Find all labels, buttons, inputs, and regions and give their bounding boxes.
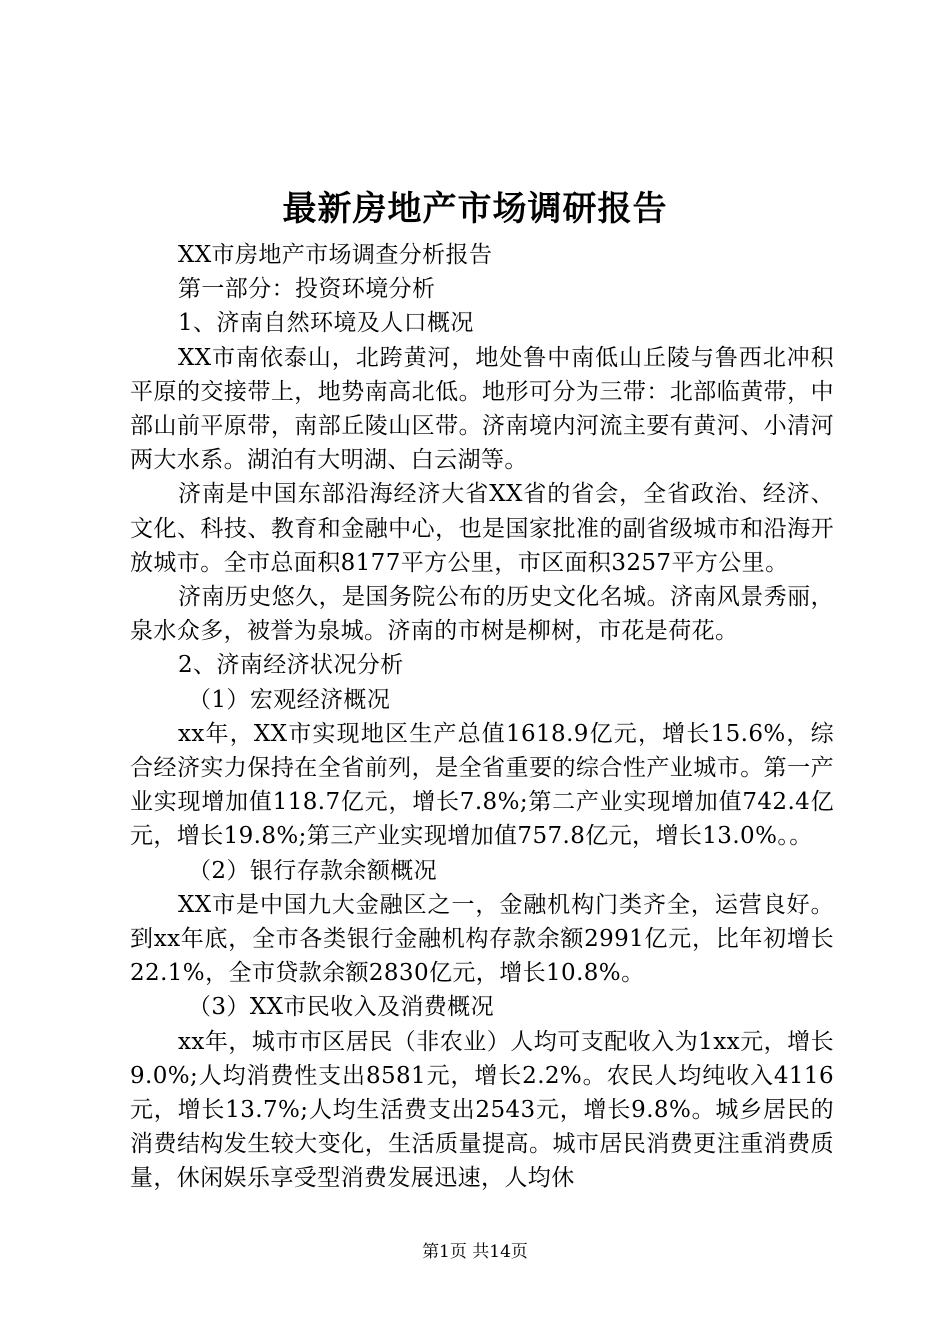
subheading-income-consumption: （3）XX市民收入及消费概况: [188, 994, 494, 1021]
document-title: 最新房地产市场调研报告: [282, 189, 668, 229]
document-body: [130, 238, 834, 1196]
paragraph-history: 济南历史悠久，是国务院公布的历史文化名城。济南风景秀丽，泉水众多，被誉为泉城。济南的市树是柳树，市花是荷花。: [130, 584, 834, 645]
section-heading-environment: 1、济南自然环境及人口概况: [178, 310, 474, 337]
paragraph-gdp: xx年，XX市实现地区生产总值1618.9亿元，增长15.6%，综合经济实力保持在全省前列，是全省重要的综合性产业城市。第一产业实现增加值118.7亿元，增长7.8%;第二产业实现增加值742.4亿元，增长19.8%;第三产业实现增加值757.8亿元，增长13.0%。。: [130, 720, 834, 850]
paragraph-city-status: 济南是中国东部沿海经济大省XX省的省会，全省政治、经济、文化、科技、教育和金融中心，也是国家批准的副省级城市和沿海开放城市。全市总面积8177平方公里，市区面积3257平方公里。: [130, 481, 834, 576]
subheading-bank-deposits: （2）银行存款余额概况: [188, 857, 438, 884]
paragraph-finance: XX市是中国九大金融区之一，金融机构门类齐全，运营良好。到xx年底，全市各类银行金融机构存款余额2991亿元，比年初增长22.1%，全市贷款余额2830亿元，增长10.8%。: [130, 891, 834, 987]
subheading-macro-economy: （1）宏观经济概况: [188, 686, 391, 713]
page-number: 第1页 共14页: [422, 1242, 528, 1262]
section-heading-part-one: 第一部分：投资环境分析: [178, 276, 436, 303]
paragraph-geography: XX市南依泰山，北跨黄河，地处鲁中南低山丘陵与鲁西北冲积平原的交接带上，地势南高北低。地形可分为三带：北部临黄带，中部山前平原带，南部丘陵山区带。济南境内河流主要有黄河、小清河两大水系。湖泊有大明湖、白云湖等。: [130, 344, 834, 474]
section-heading-economy: 2、济南经济状况分析: [178, 652, 404, 679]
report-subtitle: XX市房地产市场调查分析报告: [178, 242, 493, 268]
paragraph-income: xx年，城市市区居民（非农业）人均可支配收入为1xx元，增长9.0%;人均消费性支出8581元，增长2.2%。农民人均纯收入4116元，增长13.7%;人均生活费支出2543元，增长9.8%。城乡居民的消费结构发生较大变化，生活质量提高。城市居民消费更注重消费质量，休闲娱乐享受型消费发展迅速，人均休: [130, 1028, 834, 1192]
